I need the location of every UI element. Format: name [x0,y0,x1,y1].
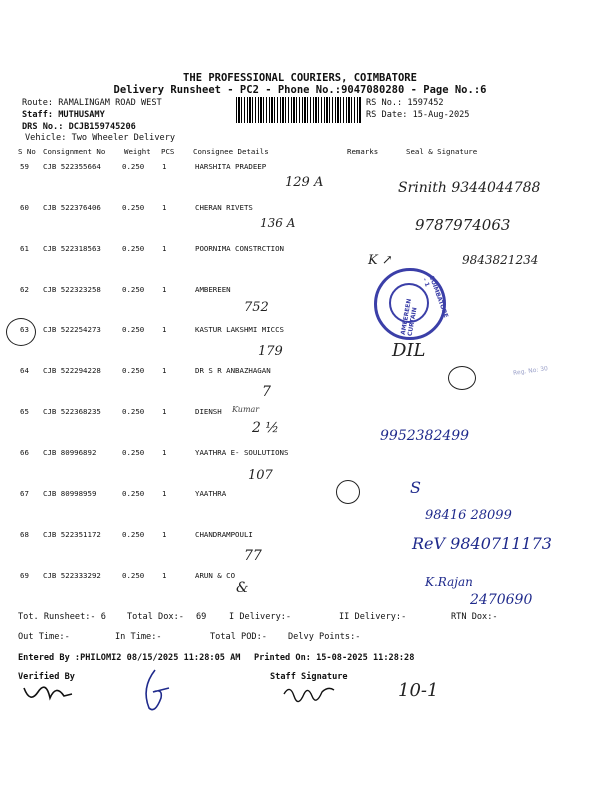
vehicle: Vehicle: Two Wheeler Delivery [25,133,176,143]
table-row [0,448,600,460]
row-pcs: 1 [162,366,167,375]
row-pcs: 1 [162,407,167,416]
handwritten-door-no: 136 A [260,216,296,230]
handwritten-signature: 9952382499 [380,428,470,444]
row-consignee: DIENSH [195,407,222,416]
company-seal: AMEEREEN CURTAIN COIMBATORE - 1 [374,268,446,340]
row-consignment: CJB 522323258 [43,285,101,294]
row-sno: 69 [20,571,29,580]
row-consignee: HARSHITA PRADEEP [195,162,267,171]
tot-runsheet: Tot. Runsheet:- 6 [18,612,106,622]
row-consignment: CJB 522355664 [43,162,101,171]
table-header [0,147,600,159]
row-consignment: CJB 522294228 [43,366,101,375]
handwritten-signature: ReV 9840711173 [412,534,552,553]
row-consignee: YAATHRA E- SOULUTIONS [195,448,289,457]
verifier-signature [20,678,76,708]
row-consignment: CJB 522351172 [43,530,101,539]
rtn-dox: RTN Dox:- [451,612,498,622]
row-consignee: ARUN & CO [195,571,236,580]
table-row [0,571,600,583]
col-seal: Seal & Signature [406,147,478,156]
handwritten-signature: K.Rajan [425,575,473,589]
row-sno: 62 [20,285,29,294]
handwritten-signature: DIL [392,340,426,361]
company-title: THE PROFESSIONAL COURIERS, COIMBATORE [183,72,417,84]
row-weight: 0.250 [122,285,145,294]
row-pcs: 1 [162,489,167,498]
handwritten-signature: Srinith 9344044788 [398,180,541,196]
runsheet-subtitle: Delivery Runsheet - PC2 - Phone No.:9047080280 - Page No.:6 [113,84,487,96]
handwritten-signature: 9787974063 [415,216,511,234]
handwritten-door-no: 179 [258,344,283,359]
row-consignment: CJB 80996892 [43,448,97,457]
row-consignee: DR S R ANBAZHAGAN [195,366,271,375]
handwritten-door-no: 77 [244,548,262,564]
drs-number: DRS No.: DCJB15974520​6 [22,122,136,132]
col-consignee: Consignee Details [193,147,269,156]
row-consignment: CJB 522376406 [43,203,101,212]
row-sno: 60 [20,203,29,212]
row-consignment: CJB 522333292 [43,571,101,580]
table-row [0,407,600,419]
row-consignment: CJB 80998959 [43,489,97,498]
verifier-signature-2 [135,668,175,716]
handwritten-door-no: 7 [262,384,271,400]
staff-signature-label: Staff Signature [270,672,348,682]
handwritten-signature: 2470690 [470,592,533,608]
handwritten-door-no: 2 ½ [252,420,279,436]
handwritten-scribble: & [236,580,249,596]
row-consignee: CHANDRAMPOULI [195,530,253,539]
row-pcs: 1 [162,448,167,457]
handwritten-circle [448,366,476,390]
table-row [0,285,600,297]
total-dox-value: 69 [196,612,207,622]
row-sno: 68 [20,530,29,539]
handwritten-door-no: 129 A [285,175,324,190]
verified-by: Verified By [18,672,75,682]
row-weight: 0.250 [122,530,145,539]
rs-date: RS Date: 15-Aug-2025 [366,110,470,120]
row-weight: 0.250 [122,162,145,171]
table-row [0,489,600,501]
handwritten-circle [336,480,360,504]
row-consignment: CJB 522368235 [43,407,101,416]
handwritten-scribble: K ↗︎ [368,253,393,268]
handwritten-date: 10-1 [398,680,439,701]
col-remarks: Remarks [347,147,379,156]
table-row [0,203,600,215]
faded-stamp: Reg. No: 30 [512,365,549,377]
printed-on: Printed On: 15-08-2025 11:28:28 [254,653,415,663]
row-pcs: 1 [162,325,167,334]
staff-signature [282,680,336,704]
row-sno: 64 [20,366,29,375]
row-sno: 59 [20,162,29,171]
staff: Staff: MUTHUSAMY [22,110,105,120]
handwritten-circle [6,318,36,346]
row-pcs: 1 [162,571,167,580]
row-pcs: 1 [162,203,167,212]
row-sno: 66 [20,448,29,457]
row-weight: 0.250 [122,571,145,580]
row-consignee: CHERAN RIVETS [195,203,253,212]
col-pcs: PCS [161,147,175,156]
row-consignee: POORNIMA CONSTRCTION [195,244,284,253]
row-pcs: 1 [162,530,167,539]
table-row [0,162,600,174]
total-pod: Total POD:- [210,632,267,642]
delvy-points: Delvy Points:- [288,632,361,642]
row-consignee: AMBEREEN [195,285,231,294]
rs-number: RS No.: 1597452 [366,98,444,108]
i-delivery: I Delivery:- [229,612,292,622]
in-time: In Time:- [115,632,162,642]
barcode [236,97,362,123]
row-sno: 65 [20,407,29,416]
ii-delivery: II Delivery:- [339,612,407,622]
col-consignment: Consignment No [43,147,106,156]
row-consignment: CJB 522254273 [43,325,101,334]
row-sno: 67 [20,489,29,498]
row-sno: 63 [20,325,29,334]
row-weight: 0.250 [122,203,145,212]
row-pcs: 1 [162,162,167,171]
row-weight: 0.250 [122,448,145,457]
handwritten-door-no: 752 [244,300,269,315]
col-weight: Weight [124,147,151,156]
row-weight: 0.250 [122,244,145,253]
row-consignee: YAATHRA [195,489,227,498]
col-sno: S No [18,147,36,156]
row-consignment: CJB 522318563 [43,244,101,253]
row-weight: 0.250 [122,325,145,334]
row-sno: 61 [20,244,29,253]
table-row [0,325,600,337]
row-weight: 0.250 [122,366,145,375]
handwritten-signature: 98416 28099 [425,508,512,523]
entered-by: Entered By :PHILOMI2 08/15/2025 11:28:05 AM [18,653,241,663]
row-pcs: 1 [162,285,167,294]
route: Route: RAMALINGAM ROAD WEST [22,98,162,108]
handwritten-door-no: 107 [248,468,273,483]
row-weight: 0.250 [122,489,145,498]
handwritten-signature: 9843821234 [462,253,539,267]
row-consignee: KASTUR LAKSHMI MICCS [195,325,284,334]
handwritten-signature: S [410,478,421,497]
row-pcs: 1 [162,244,167,253]
row-weight: 0.250 [122,407,145,416]
handwritten-note: Kumar [232,405,260,414]
total-dox-label: Total Dox:- [127,612,184,622]
out-time: Out Time:- [18,632,70,642]
